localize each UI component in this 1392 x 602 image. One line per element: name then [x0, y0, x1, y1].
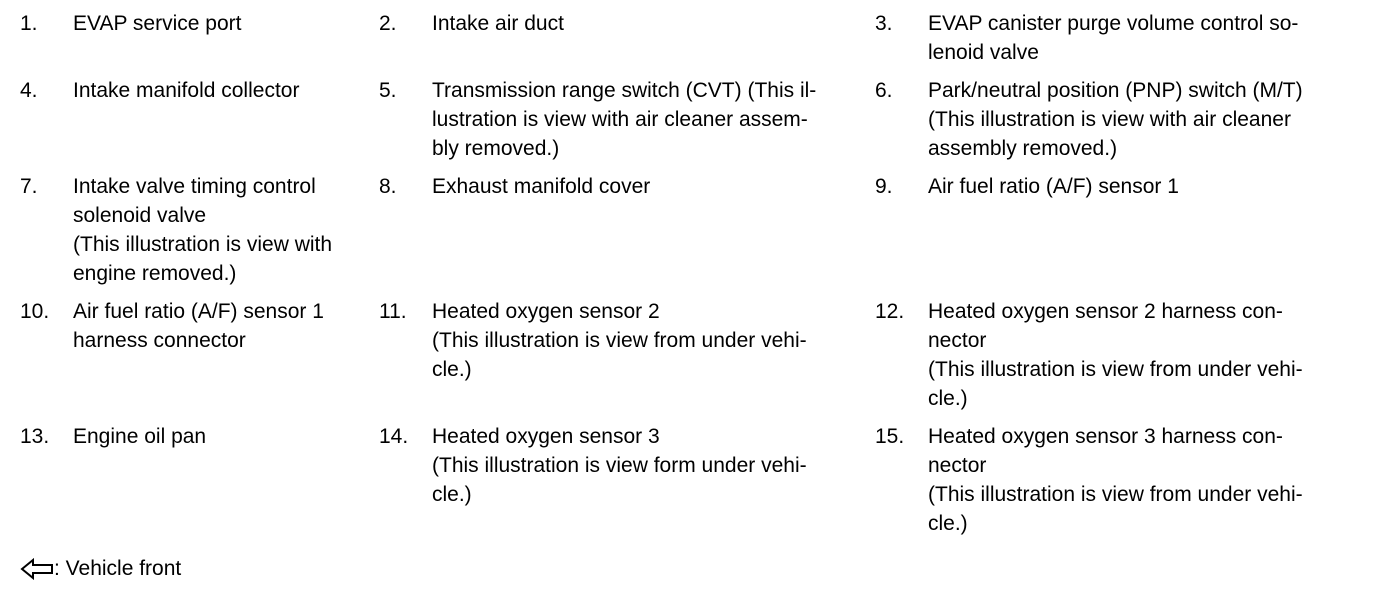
item-description: [928, 9, 1368, 67]
item-description-line: (This illustration is view from under vehi-: [928, 483, 1303, 506]
item-description-line: engine removed.): [73, 262, 237, 285]
item-description: [432, 297, 875, 413]
legend-row: [20, 76, 1380, 163]
item-number: 6.: [875, 79, 893, 102]
item-number: 15.: [875, 425, 905, 448]
item-description-line: lenoid valve: [928, 41, 1039, 64]
item-description-line: Heated oxygen sensor 3: [432, 425, 660, 448]
item-description: [73, 297, 379, 413]
item-number: 7.: [20, 175, 38, 198]
item-number: 13.: [20, 425, 50, 448]
item-description: [928, 76, 1368, 163]
item-description: [73, 422, 379, 538]
vehicle-front-note: [20, 554, 181, 583]
item-description-line: lustration is view with air cleaner assem-: [432, 108, 808, 131]
item-number: 10.: [20, 300, 50, 323]
item-description: [73, 9, 379, 67]
item-description-line: solenoid valve: [73, 204, 207, 227]
item-description: [432, 172, 875, 288]
item-description: [73, 172, 379, 288]
item-description-line: nector: [928, 454, 987, 477]
item-description-line: EVAP service port: [73, 12, 242, 35]
item-description-line: Intake valve timing control: [73, 175, 316, 198]
legend-row: [20, 297, 1380, 413]
item-description-line: bly removed.): [432, 137, 560, 160]
item-description: [432, 9, 875, 67]
item-description-line: Heated oxygen sensor 2: [432, 300, 660, 323]
item-description-line: Park/neutral position (PNP) switch (M/T): [928, 79, 1303, 102]
item-description: [432, 422, 875, 538]
item-number: 5.: [379, 79, 397, 102]
vehicle-front-arrow-icon: [20, 558, 54, 580]
item-number: 1.: [20, 12, 38, 35]
item-description-line: Air fuel ratio (A/F) sensor 1: [928, 175, 1179, 198]
item-description-line: Intake air duct: [432, 12, 564, 35]
item-description-line: assembly removed.): [928, 137, 1118, 160]
item-description-line: (This illustration is view form under vehi-: [432, 454, 807, 477]
item-description-line: cle.): [928, 387, 968, 410]
item-description: [928, 172, 1368, 288]
item-description-line: Engine oil pan: [73, 425, 207, 448]
item-description-line: harness connector: [73, 329, 246, 352]
item-description-line: nector: [928, 329, 987, 352]
item-number: 4.: [20, 79, 38, 102]
item-description-line: cle.): [432, 358, 472, 381]
vehicle-front-label: : Vehicle front: [54, 557, 182, 580]
item-number: 11.: [379, 300, 407, 323]
legend-table: [20, 9, 1380, 547]
item-description: [928, 297, 1368, 413]
item-description-line: (This illustration is view with air cleaner: [928, 108, 1291, 131]
legend-row: [20, 422, 1380, 538]
legend-row: [20, 172, 1380, 288]
item-description-line: Intake manifold collector: [73, 79, 300, 102]
item-number: 12.: [875, 300, 905, 323]
item-description-line: (This illustration is view from under vehi-: [928, 358, 1303, 381]
item-number: 8.: [379, 175, 397, 198]
item-description-line: Heated oxygen sensor 2 harness con-: [928, 300, 1283, 323]
item-description-line: cle.): [928, 512, 968, 535]
item-description: [928, 422, 1368, 538]
item-description-line: Exhaust manifold cover: [432, 175, 651, 198]
item-number: 3.: [875, 12, 893, 35]
item-description: [73, 76, 379, 163]
item-description-line: Air fuel ratio (A/F) sensor 1: [73, 300, 324, 323]
item-description-line: (This illustration is view from under vehi-: [432, 329, 807, 352]
item-number: 14.: [379, 425, 409, 448]
item-number: 2.: [379, 12, 397, 35]
item-description-line: Heated oxygen sensor 3 harness con-: [928, 425, 1283, 448]
item-description-line: (This illustration is view with: [73, 233, 333, 256]
item-description-line: cle.): [432, 483, 472, 506]
item-number: 9.: [875, 175, 893, 198]
legend-row: [20, 9, 1380, 67]
item-description: [432, 76, 875, 163]
item-description-line: EVAP canister purge volume control so-: [928, 12, 1299, 35]
item-description-line: Transmission range switch (CVT) (This il-: [432, 79, 817, 102]
